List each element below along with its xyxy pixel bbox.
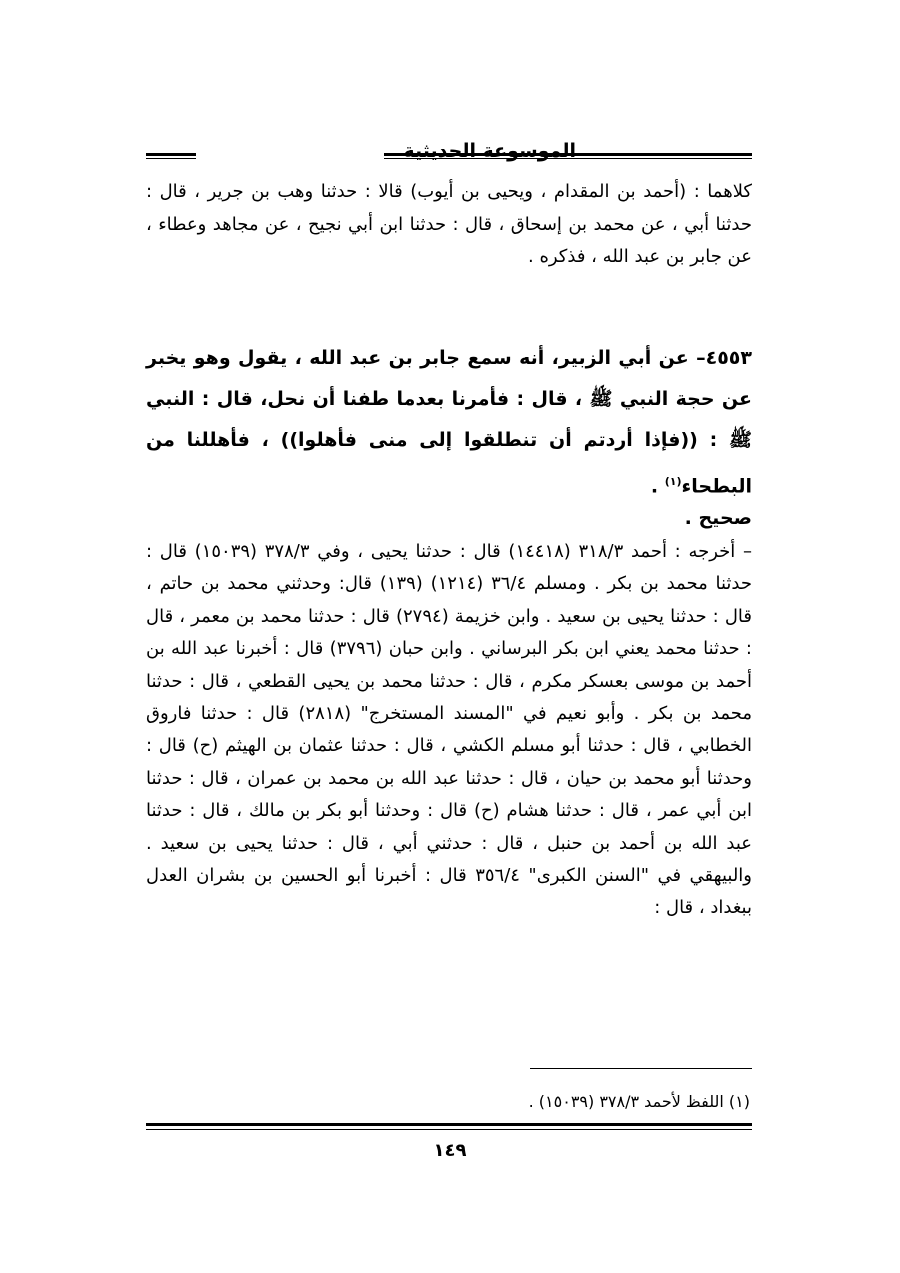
footer-rule-thin bbox=[146, 1129, 752, 1130]
takhrij-paragraph: – أخرجه : أحمد ٣١٨/٣ (١٤٤١٨) قال : حدثنا يحيى ، وفي ٣٧٨/٣ (١٥٠٣٩) قال : حدثنا محمد بن بكر . ومسلم ٣٦/٤ (١٢١٤) (١٣٩) قال: وحدثني محمد بن حاتم ، قال : حدثنا يحيى بن سعيد . وابن خزيمة (٢٧٩٤) قال : حدثنا محمد بن معمر ، قال : حدثنا محمد يعني ابن بكر البرساني . وابن حبان (٣٧٩٦) قال : أخبرنا عبد الله بن أحمد بن موسى بعسكر مكرم ، قال : حدثنا محمد بن يحيى القطعي ، قال : حدثنا محمد بن بكر . وأبو نعيم في "المسند المستخرج" (٢٨١٨) قال : حدثنا فاروق الخطابي ، قال : حدثنا أبو مسلم الكشي ، قال : حدثنا عثمان بن الهيثم (ح) قال : وحدثنا أبو محمد بن حيان ، قال : حدثنا عبد الله بن محمد بن عمران ، قال : حدثنا ابن أبي عمر ، قال : حدثنا هشام (ح) قال : وحدثنا أبو بكر بن مالك ، قال : حدثنا عبد الله بن أحمد بن حنبل ، قال : حدثني أبي ، قال : حدثنا يحيى بن سعيد . والبيهقي في "السنن الكبرى" ٣٥٦/٤ قال : أخبرنا أبو الحسين بن بشران العدل ببغداد ، قال : bbox=[146, 541, 752, 919]
grading: صحيح . bbox=[684, 507, 752, 529]
page-number: ١٤٩ bbox=[433, 1140, 467, 1161]
page-header bbox=[146, 142, 752, 166]
intro-paragraph: كلاهما : (أحمد بن المقدام ، ويحيى بن أيوب) قالا : حدثنا وهب بن جرير ، قال : حدثنا أبي ، عن محمد بن إسحاق ، قال : حدثنا ابن أبي نجيح ، عن مجاهد وعطاء ، عن جابر بن عبد الله ، فذكره . bbox=[146, 181, 752, 267]
hadith-text bbox=[146, 338, 752, 507]
header-rule-right bbox=[146, 153, 196, 156]
footnote-separator bbox=[530, 1068, 752, 1069]
footnote: (١) اللفظ لأحمد ٣٧٨/٣ (١٥٠٣٩) . bbox=[528, 1092, 750, 1111]
hadith-end: . bbox=[650, 475, 665, 498]
footer-rule-thick bbox=[146, 1123, 752, 1126]
hadith-number: ٤٥٥٣ bbox=[705, 347, 752, 369]
footnote-marker: (١) bbox=[664, 475, 682, 488]
header-rule-right-thin bbox=[146, 158, 196, 159]
header-title: الموسوعة الحديثية bbox=[403, 140, 576, 162]
hadith-body: – عن أبي الزبير، أنه سمع جابر بن عبد الله ، يقول وهو يخبر عن حجة النبي ﷺ ، قال : فأمرنا بعدما طفنا أن نحل، قال : النبي ﷺ : ((فإذا أردتم أن تنطلقوا إلى منى فأهلوا)) ، فأهللنا من البطحاء bbox=[146, 347, 752, 498]
